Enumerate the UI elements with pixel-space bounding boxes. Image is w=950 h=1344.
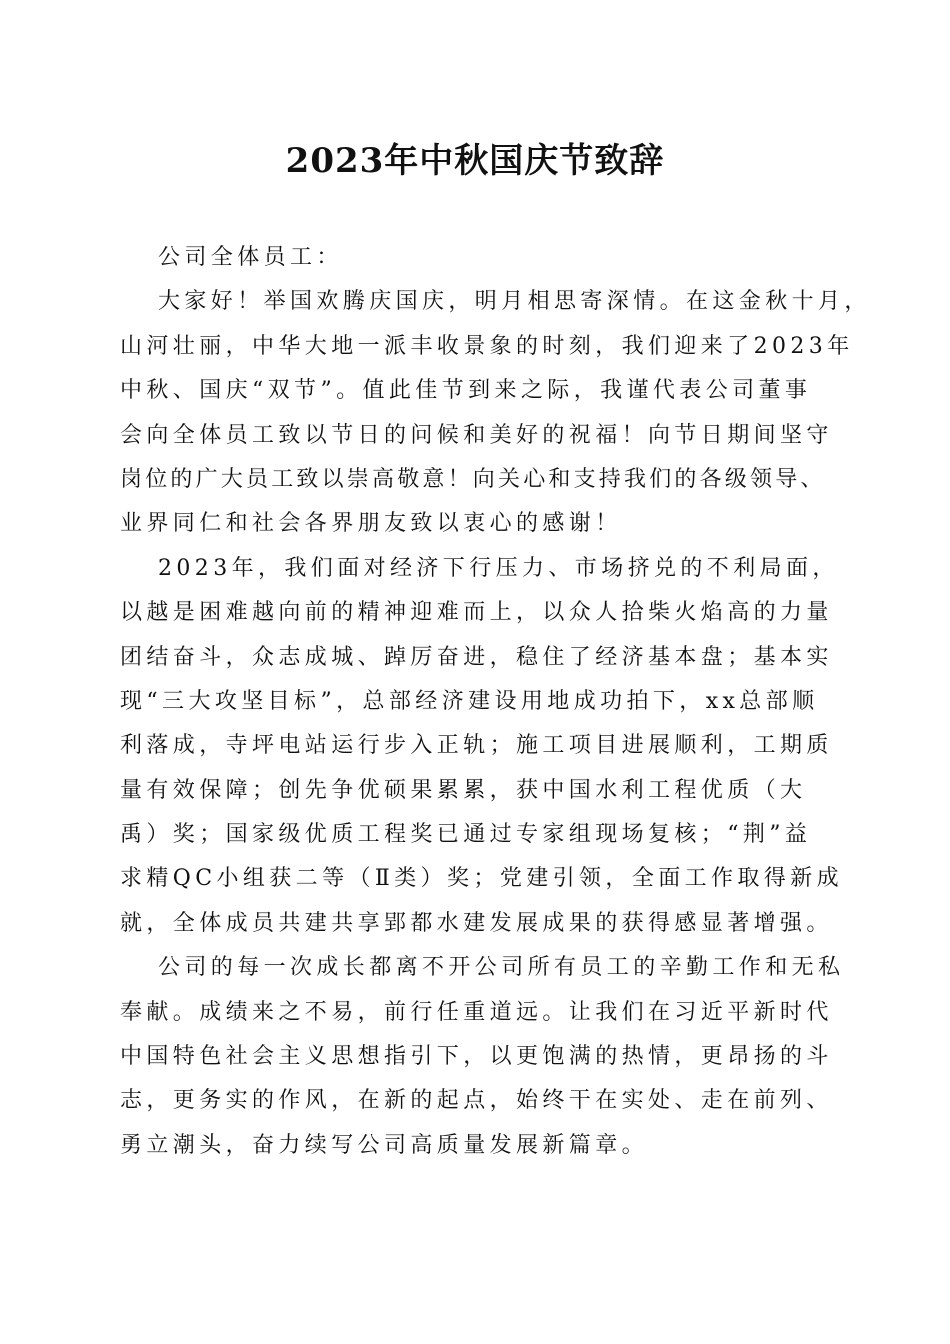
paragraph-3-line: 志，更务实的作风，在新的起点，始终干在实处、走在前列、	[120, 1088, 833, 1114]
paragraph-2-line: 就，全体成员共建共享郢都水建发展成果的获得感显著增强。	[120, 910, 833, 936]
paragraph-2-line: 团结奋斗，众志成城、踔厉奋进，稳住了经济基本盘；基本实	[120, 644, 833, 670]
paragraph-2-line: 禹）奖；国家级优质工程奖已通过专家组现场复核；“荆”益	[120, 822, 812, 848]
paragraph-2-line: 求精QC小组获二等（Ⅱ类）奖；党建引领，全面工作取得新成	[120, 866, 844, 892]
paragraph-1-line: 山河壮丽，中华大地一派丰收景象的时刻，我们迎来了2023年	[120, 333, 854, 359]
paragraph-1-line: 业界同仁和社会各界朋友致以衷心的感谢！	[120, 511, 622, 537]
paragraph-3-line: 中国特色社会主义思想指引下，以更饱满的热情，更昂扬的斗	[120, 1044, 833, 1070]
salutation-line: 公司全体员工：	[158, 245, 343, 270]
paragraph-2-line: 以越是困难越向前的精神迎难而上，以众人拾柴火焰高的力量	[120, 600, 833, 626]
paragraph-2-line: 利落成，寺坪电站运行步入正轨；施工项目进展顺利，工期质	[120, 733, 833, 759]
paragraph-2-line: 量有效保障；创先争优硕果累累，获中国水利工程优质（大	[120, 777, 807, 803]
paragraph-1-line: 会向全体员工致以节日的问候和美好的祝福！向节日期间坚守	[120, 422, 833, 448]
paragraph-2-line: 现“三大攻坚目标”，总部经济建设用地成功拍下，xx总部顺	[120, 688, 819, 714]
paragraph-1-line: 中秋、国庆“双节”。值此佳节到来之际，我谨代表公司董事	[120, 378, 812, 404]
paragraph-1-line: 大家好！举国欢腾庆国庆，明月相思寄深情。在这金秋十月，	[158, 289, 871, 315]
document-body	[120, 236, 871, 1168]
paragraph-2-line: 2023年，我们面对经济下行压力、市场挤兑的不利局面，	[158, 555, 839, 581]
paragraph-3-line: 公司的每一次成长都离不开公司所有员工的辛勤工作和无私	[158, 955, 845, 981]
paragraph-1-line: 岗位的广大员工致以崇高敬意！向关心和支持我们的各级领导、	[120, 466, 826, 492]
paragraph-3-line: 勇立潮头，奋力续写公司高质量发展新篇章。	[120, 1132, 649, 1158]
paragraph-3-line: 奉献。成绩来之不易，前行任重道远。让我们在习近平新时代	[120, 999, 833, 1025]
document-title: 2023年中秋国庆节致辞	[285, 141, 665, 181]
